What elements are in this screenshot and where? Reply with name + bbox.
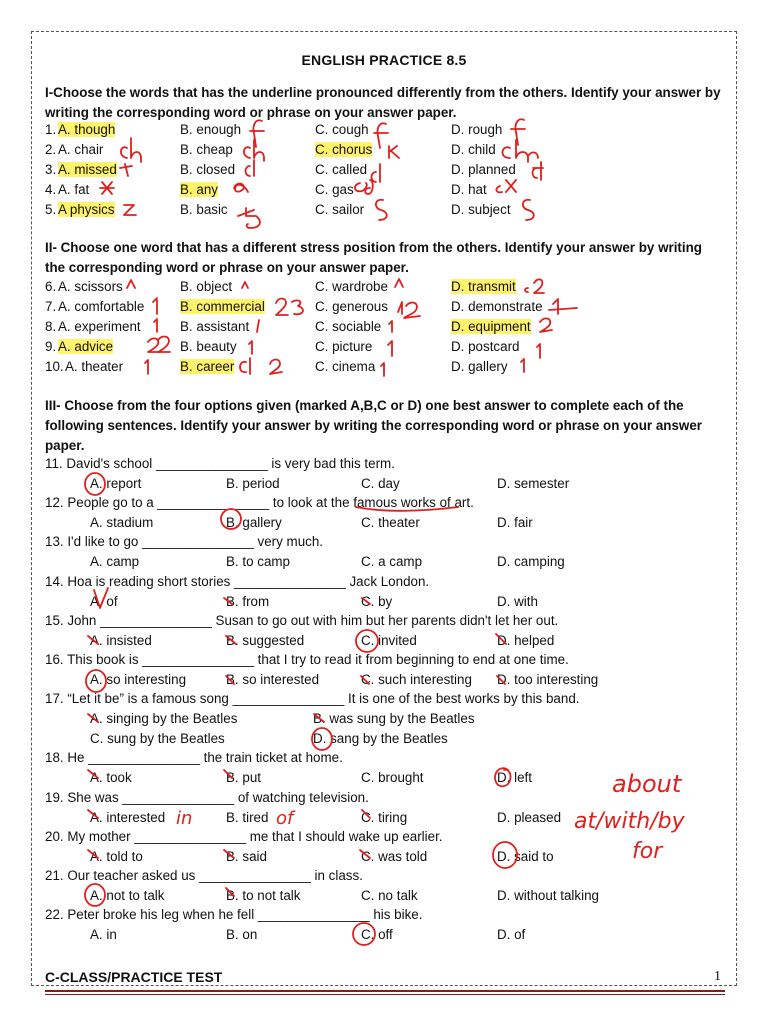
option-d: D. semester <box>497 476 570 491</box>
option-c: C. wardrobe <box>315 279 388 294</box>
options-row <box>0 552 768 572</box>
option-a <box>58 120 115 140</box>
options-row <box>0 808 768 828</box>
option-d: D. postcard <box>451 339 520 354</box>
handwritten-note-for: for <box>632 839 663 864</box>
option-b: B. was sung by the Beatles <box>313 711 475 727</box>
option-c: C. called <box>315 162 368 177</box>
option-b: B. closed <box>180 162 236 177</box>
option-text: B. career <box>180 359 235 374</box>
question-stem: 21. Our teacher asked us _______________ in class. <box>45 868 363 883</box>
option-a: A. theater <box>65 359 124 374</box>
question-stem: 11. David's school _______________ is very bad this term. <box>45 456 395 471</box>
options-row <box>0 925 768 945</box>
option-c: C. brought <box>361 770 424 786</box>
option-b <box>180 297 265 317</box>
option-text: D. transmit <box>451 279 516 294</box>
option-c: C. sociable <box>315 319 382 334</box>
question-number: 9. <box>45 339 57 354</box>
question-row <box>45 180 735 200</box>
option-c: C. theater <box>361 515 420 531</box>
option-a: A. interested <box>90 809 166 825</box>
option-a: A. singing by the Beatles <box>90 711 238 727</box>
question-stem: 18. He _______________ the train ticket at home. <box>45 750 343 766</box>
question-number: 1. <box>45 122 57 137</box>
question-stem: 13. I'd like to go _______________ very much. <box>45 534 324 550</box>
option-text: D. equipment <box>451 319 531 334</box>
option-c: C. picture <box>315 339 373 354</box>
option-d: D. planned <box>451 162 516 177</box>
option-c: C. off <box>361 927 393 943</box>
page-title: ENGLISH PRACTICE 8.5 <box>301 52 467 68</box>
option-a <box>58 337 113 357</box>
option-a: A. stadium <box>90 515 154 531</box>
option-c: C. gas <box>315 182 354 197</box>
option-text: A. missed <box>58 162 117 177</box>
question-row <box>45 120 735 140</box>
option-d: D. child <box>451 142 496 157</box>
option-c: C. tiring <box>361 809 408 825</box>
option-b: B. enough <box>180 122 242 137</box>
option-a: A. in <box>90 927 117 943</box>
options-row <box>0 670 768 690</box>
option-c: C. day <box>361 476 400 491</box>
option-c: C. generous <box>315 299 388 314</box>
question-stem: 16. This book is _______________ that I try to read it from beginning to end at one time. <box>45 652 569 667</box>
option-b: B. put <box>226 770 261 786</box>
section2-instruction: II- Choose one word that has a different stress position from the others. Identify your answer by writing the corresponding word or phrase on your answer paper. <box>45 240 702 275</box>
options-row <box>0 631 768 651</box>
option-b: B. object <box>180 279 233 294</box>
question-number: 10. <box>45 359 64 374</box>
question-number: 5. <box>45 202 57 217</box>
option-d: D. too interesting <box>497 672 599 687</box>
option-b: B. assistant <box>180 319 250 334</box>
options-row <box>0 592 768 612</box>
option-c: C. by <box>361 593 393 609</box>
option-c: C. sung by the Beatles <box>90 731 225 747</box>
option-b <box>180 357 234 377</box>
footer-rule <box>45 990 725 992</box>
question-number: 7. <box>45 299 57 314</box>
option-b: B. tired <box>226 809 269 825</box>
option-d: D. gallery <box>451 359 508 374</box>
option-c: C. sailor <box>315 202 365 217</box>
option-a <box>58 200 115 220</box>
options-row <box>0 513 768 533</box>
option-b: B. gallery <box>226 515 282 531</box>
option-d: D. rough <box>451 122 503 137</box>
option-b: B. said <box>226 848 267 864</box>
option-a <box>58 160 117 180</box>
section1-instruction: I-Choose the words that has the underline pronounced differently from the others. Identify your answer by writing the corresponding word or phrase on your answer paper. <box>45 85 721 120</box>
option-a: A. fat <box>58 182 90 197</box>
question-number: 8. <box>45 319 57 334</box>
options-row <box>0 474 768 494</box>
option-a: A. told to <box>90 848 143 864</box>
handwritten-in: in <box>176 808 193 829</box>
question-stem: 15. John _______________ Susan to go out with him but her parents didn't let her out. <box>45 612 559 628</box>
option-d: D. of <box>497 927 526 943</box>
question-stem: 14. Hoa is reading short stories _______________ Jack London. <box>45 573 430 589</box>
options-row <box>0 847 768 867</box>
option-a: A. report <box>90 476 142 491</box>
option-text: A physics <box>58 202 115 217</box>
options-row <box>0 768 768 788</box>
question-row <box>45 160 735 180</box>
option-d: D. sang by the Beatles <box>313 731 448 747</box>
option-c: C. a camp <box>361 554 423 570</box>
option-text: B. any <box>180 182 218 197</box>
question-number: 3. <box>45 162 57 177</box>
option-text: B. commercial <box>180 299 265 314</box>
question-stem: 22. Peter broke his leg when he fell _______________ his bike. <box>45 907 423 923</box>
option-b: B. period <box>226 476 280 491</box>
option-a: A. chair <box>58 142 104 157</box>
question-row <box>45 140 735 160</box>
question-row <box>45 200 735 220</box>
option-c: C. invited <box>361 632 417 648</box>
question-stem: 19. She was _______________ of watching television. <box>45 789 369 805</box>
option-b: B. basic <box>180 202 228 217</box>
page-number: 1 <box>714 969 721 984</box>
option-c: C. no talk <box>361 888 418 903</box>
option-b: B. suggested <box>226 632 305 648</box>
option-a: A. experiment <box>58 319 141 334</box>
footer-label: C-CLASS/PRACTICE TEST <box>45 969 223 985</box>
option-c <box>315 140 372 160</box>
option-a: A. camp <box>90 554 140 570</box>
option-a: A. not to talk <box>90 888 165 903</box>
option-c: C. such interesting <box>361 672 472 687</box>
option-b: B. from <box>226 593 270 609</box>
option-a: A. comfortable <box>58 299 145 314</box>
option-d: D. subject <box>451 202 511 217</box>
handwritten-of: of <box>276 808 294 829</box>
options-row <box>0 709 768 747</box>
option-c: C. was told <box>361 848 428 864</box>
question-number: 6. <box>45 279 57 294</box>
option-d: D. without talking <box>497 888 599 903</box>
option-b: B. beauty <box>180 339 237 354</box>
option-b: B. to not talk <box>226 888 301 903</box>
option-c: C. cinema <box>315 359 376 374</box>
question-row <box>45 357 735 377</box>
question-number: 2. <box>45 142 57 157</box>
question-row <box>45 297 735 317</box>
option-b: B. to camp <box>226 554 291 570</box>
option-d: D. hat <box>451 182 487 197</box>
option-d: D. fair <box>497 515 533 531</box>
handwritten-note-prepositions: at/with/by <box>574 809 685 834</box>
option-d: D. said to <box>497 848 554 864</box>
question-number: 4. <box>45 182 57 197</box>
question-stem: 20. My mother _______________ me that I should wake up earlier. <box>45 828 443 844</box>
question-stem: 12. People go to a _______________ to look at the famous works of art. <box>45 495 474 511</box>
option-text: A. though <box>58 122 116 137</box>
option-a: A. insisted <box>90 632 152 648</box>
question-row <box>45 317 735 337</box>
option-b <box>180 180 218 200</box>
option-a: A. so interesting <box>90 672 187 687</box>
option-d: D. pleased <box>497 809 562 825</box>
option-d <box>451 277 516 297</box>
option-d: D. demonstrate <box>451 299 543 314</box>
option-d: D. helped <box>497 632 555 648</box>
question-row <box>45 337 735 357</box>
option-b: B. on <box>226 927 258 943</box>
option-d: D. left <box>497 770 532 786</box>
option-d <box>451 317 531 337</box>
question-row <box>45 277 735 297</box>
footer-rule-thin <box>45 994 725 995</box>
option-a: A. scissors <box>58 279 123 294</box>
option-text: C. chorus <box>315 142 373 157</box>
option-text: A. advice <box>58 339 114 354</box>
option-a: A. took <box>90 770 132 786</box>
option-d: D. camping <box>497 554 565 570</box>
options-row <box>0 886 768 906</box>
section3-instruction: III- Choose from the four options given (marked A,B,C or D) one best answer to complete each of the following sentences. Identify your answer by writing the corresponding word or phrase on your answer paper. <box>45 398 702 453</box>
option-b: B. so interested <box>226 672 320 687</box>
option-a: A. of <box>90 593 118 609</box>
question-stem: 17. “Let it be” is a famous song _______________ It is one of the best works by this band. <box>45 691 580 707</box>
handwritten-note-about: about <box>612 770 682 798</box>
option-c: C. cough <box>315 122 369 137</box>
option-b: B. cheap <box>180 142 233 157</box>
option-d: D. with <box>497 593 538 609</box>
